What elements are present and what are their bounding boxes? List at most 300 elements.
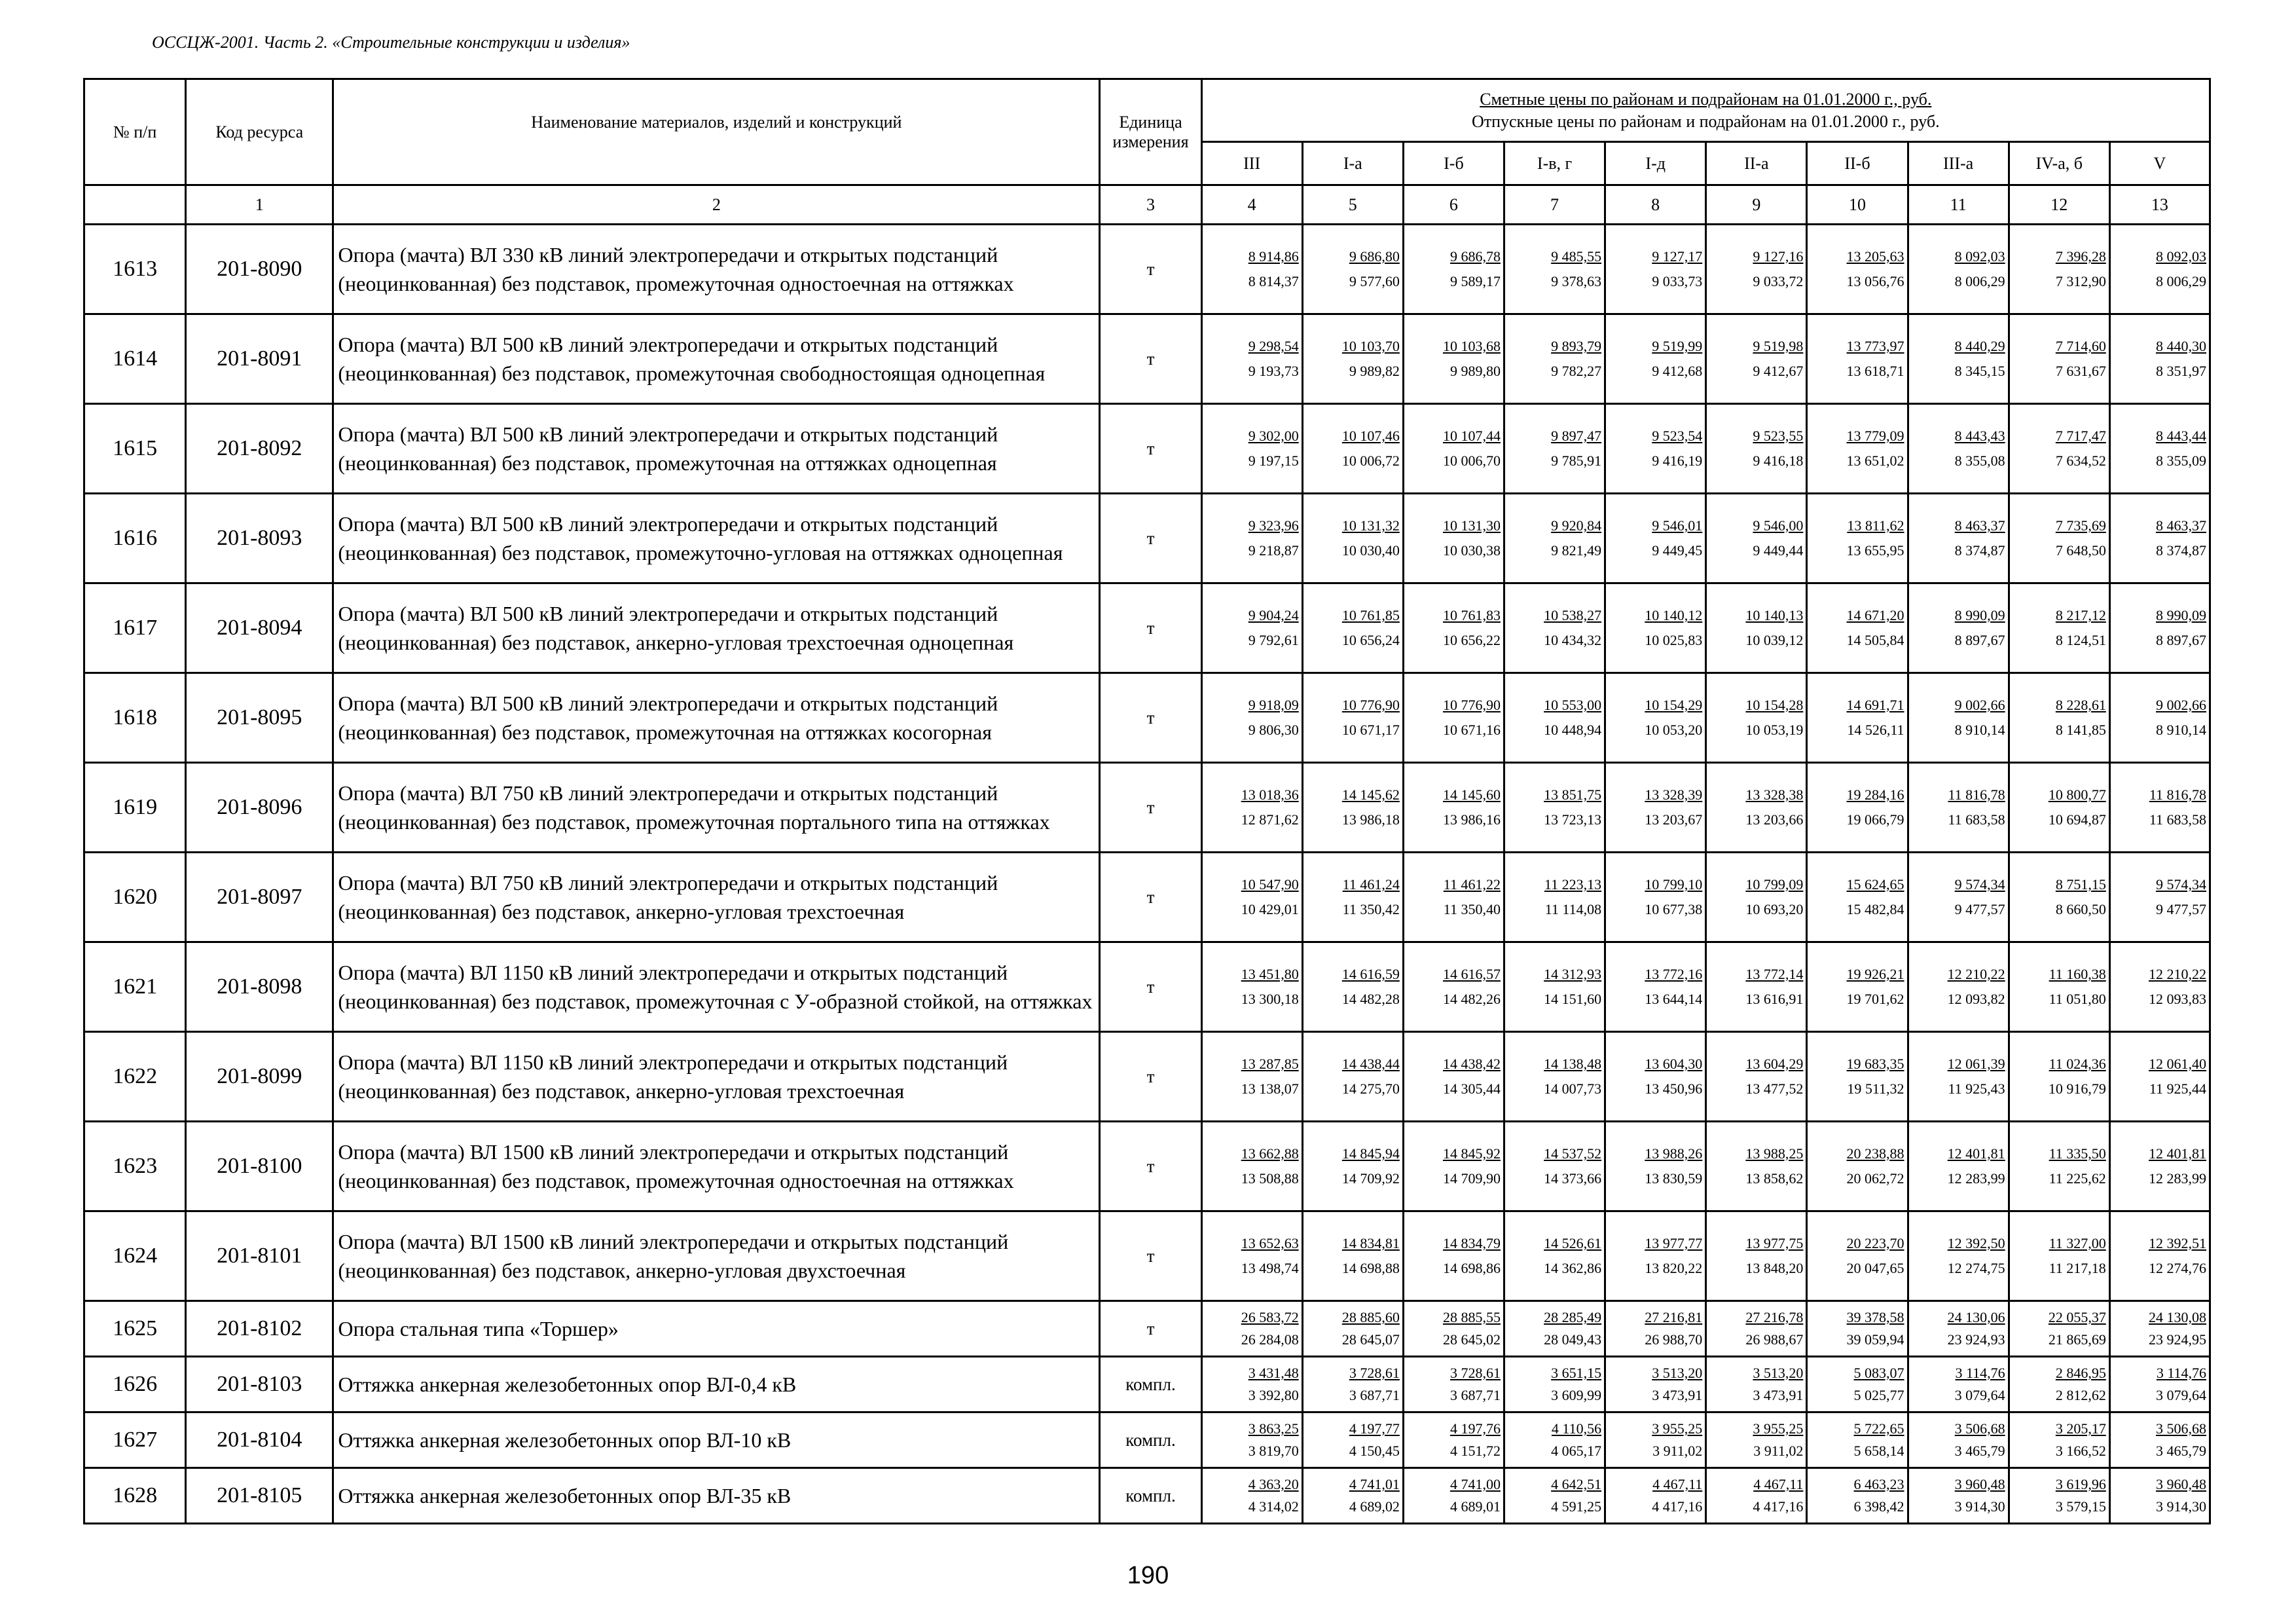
price-cell — [1201, 763, 1302, 853]
estimate-price: 12 401,81 — [1947, 1145, 2005, 1162]
row-number: 1613 — [84, 225, 186, 314]
release-price: 3 392,80 — [1248, 1387, 1299, 1403]
estimate-price: 10 154,28 — [1745, 697, 1804, 713]
price-cell — [1302, 494, 1403, 583]
price-cell — [1807, 494, 1908, 583]
unit-of-measure: т — [1100, 853, 1201, 942]
row-number: 1617 — [84, 583, 186, 673]
estimate-price: 27 216,81 — [1645, 1309, 1703, 1325]
estimate-price: 3 114,76 — [1955, 1365, 2005, 1381]
release-price: 3 687,71 — [1449, 1387, 1501, 1403]
col-number-cell: 13 — [2109, 185, 2210, 225]
price-cell — [1201, 853, 1302, 942]
estimate-price: 3 955,25 — [1652, 1420, 1703, 1437]
estimate-price: 12 210,22 — [2149, 966, 2206, 982]
release-price: 20 062,72 — [1846, 1170, 1904, 1187]
estimate-price: 3 955,25 — [1753, 1420, 1804, 1437]
row-number: 1614 — [84, 314, 186, 404]
price-cell — [1908, 763, 2009, 853]
release-price: 11 350,42 — [1342, 901, 1400, 917]
unit-of-measure: т — [1100, 583, 1201, 673]
estimate-price: 19 683,35 — [1846, 1056, 1904, 1072]
price-cell — [1504, 404, 1605, 494]
price-cell — [1605, 1468, 1706, 1524]
estimate-price: 9 127,16 — [1753, 248, 1804, 265]
release-price: 13 477,52 — [1745, 1080, 1804, 1097]
estimate-price: 9 002,66 — [2156, 697, 2206, 713]
price-cell — [1908, 404, 2009, 494]
estimate-price: 14 312,93 — [1544, 966, 1602, 982]
estimate-price: 10 547,90 — [1241, 876, 1299, 893]
price-cell — [1605, 1357, 1706, 1412]
estimate-price: 4 197,76 — [1449, 1420, 1501, 1437]
price-cell — [1908, 1357, 2009, 1412]
price-cell — [2109, 1468, 2210, 1524]
release-price: 10 030,40 — [1341, 542, 1400, 559]
estimate-price: 3 651,15 — [1551, 1365, 1602, 1381]
price-cell — [1504, 494, 1605, 583]
estimate-price: 3 960,48 — [2156, 1476, 2206, 1492]
price-cell — [1807, 1211, 1908, 1301]
price-cell — [1504, 763, 1605, 853]
price-cell — [1504, 1211, 1605, 1301]
release-price: 10 006,72 — [1341, 452, 1400, 469]
estimate-price: 13 977,77 — [1645, 1235, 1703, 1251]
estimate-price: 13 451,80 — [1241, 966, 1299, 982]
district-header: IV-а, б — [2009, 142, 2109, 185]
table-row — [84, 853, 2210, 942]
col-header-prices — [1201, 79, 2210, 142]
release-price: 9 577,60 — [1349, 273, 1400, 289]
estimate-price: 12 392,50 — [1947, 1235, 2005, 1251]
estimate-price: 24 130,08 — [2149, 1309, 2206, 1325]
resource-code: 201-8095 — [186, 673, 333, 763]
price-cell — [1706, 1032, 1807, 1122]
estimate-price: 9 904,24 — [1248, 607, 1299, 623]
price-cell — [1403, 673, 1504, 763]
resource-code: 201-8097 — [186, 853, 333, 942]
price-cell — [1201, 1357, 1302, 1412]
release-price: 14 373,66 — [1544, 1170, 1602, 1187]
release-price: 11 683,58 — [1948, 811, 2005, 828]
release-price: 23 924,95 — [2149, 1331, 2206, 1348]
price-cell — [1201, 1468, 1302, 1524]
release-price: 26 988,67 — [1745, 1331, 1804, 1348]
price-cell — [1605, 673, 1706, 763]
price-cell — [1605, 1301, 1706, 1357]
estimate-price: 13 328,39 — [1645, 786, 1703, 803]
unit-of-measure: компл. — [1100, 1468, 1201, 1524]
price-cell — [1605, 225, 1706, 314]
release-price: 4 417,16 — [1753, 1498, 1804, 1515]
price-cell — [2109, 1032, 2210, 1122]
release-price: 28 645,02 — [1442, 1331, 1501, 1348]
price-cell — [1504, 673, 1605, 763]
material-name: Оттяжка анкерная железобетонных опор ВЛ-35 кВ — [333, 1468, 1100, 1524]
release-price: 8 006,29 — [2156, 273, 2206, 289]
estimate-price: 10 154,29 — [1645, 697, 1703, 713]
price-cell — [1605, 853, 1706, 942]
estimate-price: 8 990,09 — [1954, 607, 2005, 623]
price-cell — [1403, 314, 1504, 404]
release-price: 14 709,92 — [1341, 1170, 1400, 1187]
release-price: 21 865,69 — [2048, 1331, 2106, 1348]
release-price: 9 989,82 — [1349, 363, 1400, 379]
release-price: 8 897,67 — [2156, 632, 2206, 648]
price-cell — [1403, 853, 1504, 942]
price-cell — [1706, 1468, 1807, 1524]
release-price: 14 305,44 — [1442, 1080, 1501, 1097]
estimate-price: 5 722,65 — [1853, 1420, 1904, 1437]
row-number: 1621 — [84, 942, 186, 1032]
estimate-price: 19 284,16 — [1846, 786, 1904, 803]
estimate-price: 9 485,55 — [1551, 248, 1602, 265]
price-cell — [1908, 314, 2009, 404]
price-cell — [1706, 225, 1807, 314]
price-cell — [1706, 1301, 1807, 1357]
release-price: 6 398,42 — [1853, 1498, 1904, 1515]
price-cell — [1403, 763, 1504, 853]
release-price: 13 651,02 — [1846, 452, 1904, 469]
price-cell — [1504, 942, 1605, 1032]
estimate-price: 11 223,13 — [1544, 876, 1602, 893]
estimate-price: 8 092,03 — [1954, 248, 2005, 265]
district-header: II-б — [1807, 142, 1908, 185]
resource-code: 201-8102 — [186, 1301, 333, 1357]
release-price: 8 355,09 — [2156, 452, 2206, 469]
estimate-price: 10 131,30 — [1442, 517, 1501, 534]
material-name: Опора (мачта) ВЛ 500 кВ линий электропередачи и открытых подстанций (неоцинкованная) без подставок, промежуточная на оттяжках одноцепная — [333, 404, 1100, 494]
price-cell — [2109, 404, 2210, 494]
release-price: 9 412,67 — [1753, 363, 1804, 379]
price-cell — [1302, 942, 1403, 1032]
estimate-price: 14 616,57 — [1442, 966, 1501, 982]
estimate-price: 3 728,61 — [1449, 1365, 1501, 1381]
release-price: 3 079,64 — [2156, 1387, 2206, 1403]
estimate-price: 8 463,37 — [1954, 517, 2005, 534]
material-name: Оттяжка анкерная железобетонных опор ВЛ-0,4 кВ — [333, 1357, 1100, 1412]
release-price: 11 225,62 — [2049, 1170, 2106, 1187]
estimate-price: 12 061,40 — [2149, 1056, 2206, 1072]
price-cell — [1908, 1211, 2009, 1301]
table-row — [84, 673, 2210, 763]
release-price: 9 989,80 — [1449, 363, 1501, 379]
estimate-price: 10 553,00 — [1544, 697, 1602, 713]
unit-of-measure: компл. — [1100, 1357, 1201, 1412]
price-cell — [2109, 1122, 2210, 1211]
release-price: 13 203,66 — [1745, 811, 1804, 828]
price-cell — [1201, 1211, 1302, 1301]
estimate-price: 13 988,26 — [1645, 1145, 1703, 1162]
price-cell — [2109, 942, 2210, 1032]
price-cell — [1807, 1301, 1908, 1357]
page-number: 190 — [1127, 1562, 1169, 1589]
estimate-price: 13 287,85 — [1241, 1056, 1299, 1072]
release-price: 8 345,15 — [1954, 363, 2005, 379]
release-price: 14 151,60 — [1544, 991, 1602, 1007]
resource-code: 201-8096 — [186, 763, 333, 853]
page-header-title: ОССЦЖ-2001. Часть 2. «Строительные конструкции и изделия» — [152, 33, 630, 52]
price-cell — [2109, 225, 2210, 314]
release-price: 2 812,62 — [2055, 1387, 2106, 1403]
release-price: 10 053,19 — [1745, 722, 1804, 738]
estimate-price: 5 083,07 — [1853, 1365, 1904, 1381]
release-price: 8 910,14 — [1954, 722, 2005, 738]
material-name: Опора (мачта) ВЛ 500 кВ линий электропередачи и открытых подстанций (неоцинкованная) без подставок, промежуточная свободностоящая одноцепная — [333, 314, 1100, 404]
table-header — [84, 79, 2210, 225]
district-header: III-а — [1908, 142, 2009, 185]
material-name: Оттяжка анкерная железобетонных опор ВЛ-10 кВ — [333, 1412, 1100, 1468]
price-cell — [2009, 763, 2109, 853]
price-cell — [1908, 1122, 2009, 1211]
release-price: 7 648,50 — [2055, 542, 2106, 559]
release-price: 3 914,30 — [1954, 1498, 2005, 1515]
release-price: 28 049,43 — [1544, 1331, 1602, 1348]
price-cell — [1504, 225, 1605, 314]
price-cell — [1504, 1468, 1605, 1524]
price-cell — [2109, 1357, 2210, 1412]
release-price: 7 634,52 — [2055, 452, 2106, 469]
estimate-price: 13 773,97 — [1846, 338, 1904, 354]
row-number: 1624 — [84, 1211, 186, 1301]
price-cell — [1605, 314, 1706, 404]
estimate-price: 9 523,54 — [1652, 428, 1703, 444]
price-cell — [1807, 763, 1908, 853]
estimate-price: 28 885,55 — [1442, 1309, 1501, 1325]
price-table — [83, 78, 2211, 1524]
release-price: 11 925,43 — [1948, 1080, 2005, 1097]
table-row — [84, 1357, 2210, 1412]
release-price: 13 203,67 — [1645, 811, 1703, 828]
estimate-price: 13 662,88 — [1241, 1145, 1299, 1162]
estimate-price: 9 127,17 — [1652, 248, 1703, 265]
estimate-price: 13 328,38 — [1745, 786, 1804, 803]
estimate-price: 4 363,20 — [1248, 1476, 1299, 1492]
material-name: Опора (мачта) ВЛ 750 кВ линий электропередачи и открытых подстанций (неоцинкованная) без подставок, анкерно-угловая трехстоечная — [333, 853, 1100, 942]
estimate-price: 12 392,51 — [2149, 1235, 2206, 1251]
estimate-price: 10 538,27 — [1544, 607, 1602, 623]
price-cell — [1403, 1468, 1504, 1524]
estimate-price: 3 960,48 — [1954, 1476, 2005, 1492]
resource-code: 201-8098 — [186, 942, 333, 1032]
estimate-price: 10 103,68 — [1442, 338, 1501, 354]
release-price: 12 283,99 — [2149, 1170, 2206, 1187]
estimate-price: 10 103,70 — [1341, 338, 1400, 354]
price-cell — [1504, 853, 1605, 942]
price-cell — [1706, 1357, 1807, 1412]
price-cell — [1302, 853, 1403, 942]
estimate-price: 10 107,46 — [1341, 428, 1400, 444]
table-row — [84, 1122, 2210, 1211]
estimate-price: 8 443,44 — [2156, 428, 2206, 444]
material-name: Опора (мачта) ВЛ 1150 кВ линий электропередачи и открытых подстанций (неоцинкованная) без подставок, промежуточная с У-образной стойкой, на оттяжках — [333, 942, 1100, 1032]
release-price: 14 482,28 — [1341, 991, 1400, 1007]
price-cell — [2009, 494, 2109, 583]
district-header: I-б — [1403, 142, 1504, 185]
release-price: 14 482,26 — [1442, 991, 1501, 1007]
price-cell — [2009, 1122, 2109, 1211]
release-price: 8 351,97 — [2156, 363, 2206, 379]
price-cell — [1403, 583, 1504, 673]
release-price: 3 911,02 — [1652, 1443, 1703, 1459]
estimate-price: 9 574,34 — [2156, 876, 2206, 893]
price-cell — [1908, 1301, 2009, 1357]
release-price: 3 465,79 — [2156, 1443, 2206, 1459]
price-cell — [2009, 225, 2109, 314]
release-price: 11 051,80 — [2049, 991, 2106, 1007]
estimate-price: 4 197,77 — [1349, 1420, 1400, 1437]
estimate-price: 8 463,37 — [2156, 517, 2206, 534]
estimate-price: 7 396,28 — [2055, 248, 2106, 265]
estimate-price: 28 285,49 — [1544, 1309, 1602, 1325]
release-prices-caption: Отпускные цены по районам и подрайонам на 01.01.2000 г., руб. — [1471, 111, 1940, 131]
material-name: Опора (мачта) ВЛ 750 кВ линий электропередачи и открытых подстанций (неоцинкованная) без подставок, промежуточная портального типа на оттяжках — [333, 763, 1100, 853]
estimate-price: 8 443,43 — [1954, 428, 2005, 444]
price-cell — [1201, 1032, 1302, 1122]
release-price: 8 141,85 — [2055, 722, 2106, 738]
price-cell — [1807, 853, 1908, 942]
estimate-price: 13 604,29 — [1745, 1056, 1804, 1072]
price-cell — [2009, 673, 2109, 763]
price-cell — [1706, 1122, 1807, 1211]
price-cell — [2009, 1211, 2109, 1301]
release-price: 10 656,24 — [1341, 632, 1400, 648]
release-price: 13 848,20 — [1745, 1260, 1804, 1276]
release-price: 4 150,45 — [1349, 1443, 1400, 1459]
estimate-price: 4 642,51 — [1551, 1476, 1602, 1492]
release-price: 8 124,51 — [2055, 632, 2106, 648]
estimate-price: 8 217,12 — [2055, 607, 2106, 623]
price-cell — [1302, 1032, 1403, 1122]
estimate-price: 13 604,30 — [1645, 1056, 1703, 1072]
estimate-price: 7 735,69 — [2055, 517, 2106, 534]
release-price: 28 645,07 — [1341, 1331, 1400, 1348]
estimate-price: 3 863,25 — [1248, 1420, 1299, 1437]
release-price: 9 477,57 — [1954, 901, 2005, 917]
estimate-price: 10 107,44 — [1442, 428, 1501, 444]
price-cell — [1605, 583, 1706, 673]
resource-code: 201-8105 — [186, 1468, 333, 1524]
estimate-price: 7 714,60 — [2055, 338, 2106, 354]
release-price: 10 916,79 — [2048, 1080, 2106, 1097]
release-price: 8 660,50 — [2055, 901, 2106, 917]
unit-of-measure: т — [1100, 1032, 1201, 1122]
release-price: 4 065,17 — [1551, 1443, 1602, 1459]
estimate-price: 19 926,21 — [1846, 966, 1904, 982]
estimate-price: 8 990,09 — [2156, 607, 2206, 623]
price-cell — [1908, 225, 2009, 314]
price-cell — [1201, 1301, 1302, 1357]
price-cell — [1706, 494, 1807, 583]
price-cell — [1403, 1301, 1504, 1357]
estimate-price: 9 523,55 — [1753, 428, 1804, 444]
release-price: 8 355,08 — [1954, 452, 2005, 469]
price-cell — [1201, 404, 1302, 494]
estimate-price: 12 061,39 — [1947, 1056, 2005, 1072]
release-price: 14 007,73 — [1544, 1080, 1602, 1097]
resource-code: 201-8101 — [186, 1211, 333, 1301]
estimate-price: 13 851,75 — [1544, 786, 1602, 803]
estimate-price: 4 741,01 — [1349, 1476, 1400, 1492]
release-price: 11 683,58 — [2149, 811, 2206, 828]
estimate-price: 11 816,78 — [1948, 786, 2005, 803]
col-number-cell: 3 — [1100, 185, 1201, 225]
price-cell — [2109, 853, 2210, 942]
release-price: 8 374,87 — [1954, 542, 2005, 559]
col-number-cell: 12 — [2009, 185, 2109, 225]
release-price: 14 275,70 — [1341, 1080, 1400, 1097]
col-number-cell: 8 — [1605, 185, 1706, 225]
price-cell — [1605, 494, 1706, 583]
release-price: 9 785,91 — [1551, 452, 1602, 469]
estimate-price: 3 513,20 — [1753, 1365, 1804, 1381]
release-price: 4 314,02 — [1248, 1498, 1299, 1515]
release-price: 26 284,08 — [1241, 1331, 1299, 1348]
release-price: 20 047,65 — [1846, 1260, 1904, 1276]
estimate-price: 14 438,44 — [1341, 1056, 1400, 1072]
col-header-unit: Единица измерения — [1100, 79, 1201, 185]
release-price: 14 505,84 — [1846, 632, 1904, 648]
district-header: III — [1201, 142, 1302, 185]
district-header: I-д — [1605, 142, 1706, 185]
estimate-price: 14 834,79 — [1442, 1235, 1501, 1251]
col-number-cell: 2 — [333, 185, 1100, 225]
table-row — [84, 583, 2210, 673]
release-price: 5 025,77 — [1853, 1387, 1904, 1403]
release-price: 13 450,96 — [1645, 1080, 1703, 1097]
estimate-price: 24 130,06 — [1947, 1309, 2005, 1325]
price-cell — [1302, 1357, 1403, 1412]
price-cell — [1908, 1468, 2009, 1524]
release-price: 11 925,44 — [2149, 1080, 2206, 1097]
price-cell — [1706, 1211, 1807, 1301]
price-cell — [1706, 583, 1807, 673]
release-price: 3 911,02 — [1753, 1443, 1804, 1459]
row-number: 1618 — [84, 673, 186, 763]
price-cell — [1504, 583, 1605, 673]
price-cell — [1302, 1301, 1403, 1357]
estimate-price: 9 302,00 — [1248, 428, 1299, 444]
price-cell — [1605, 1211, 1706, 1301]
row-number: 1625 — [84, 1301, 186, 1357]
estimate-price: 8 914,86 — [1248, 248, 1299, 265]
price-cell — [2109, 1301, 2210, 1357]
release-price: 3 687,71 — [1349, 1387, 1400, 1403]
release-price: 13 986,18 — [1341, 811, 1400, 828]
price-cell — [1807, 314, 1908, 404]
estimate-price: 10 761,85 — [1341, 607, 1400, 623]
release-price: 8 374,87 — [2156, 542, 2206, 559]
estimate-price: 13 205,63 — [1846, 248, 1904, 265]
estimate-price: 10 140,12 — [1645, 607, 1703, 623]
release-price: 4 417,16 — [1652, 1498, 1703, 1515]
table-row — [84, 494, 2210, 583]
col-header-code: Код ресурса — [186, 79, 333, 185]
estimate-price: 12 210,22 — [1947, 966, 2005, 982]
estimate-price: 10 140,13 — [1745, 607, 1804, 623]
release-price: 10 030,38 — [1442, 542, 1501, 559]
release-price: 13 655,95 — [1846, 542, 1904, 559]
release-price: 9 589,17 — [1449, 273, 1501, 289]
release-price: 12 871,62 — [1241, 811, 1299, 828]
release-price: 8 910,14 — [2156, 722, 2206, 738]
release-price: 13 498,74 — [1241, 1260, 1299, 1276]
release-price: 13 830,59 — [1645, 1170, 1703, 1187]
estimate-price: 9 897,47 — [1551, 428, 1602, 444]
release-price: 7 312,90 — [2055, 273, 2106, 289]
estimate-price: 13 779,09 — [1846, 428, 1904, 444]
release-price: 14 709,90 — [1442, 1170, 1501, 1187]
